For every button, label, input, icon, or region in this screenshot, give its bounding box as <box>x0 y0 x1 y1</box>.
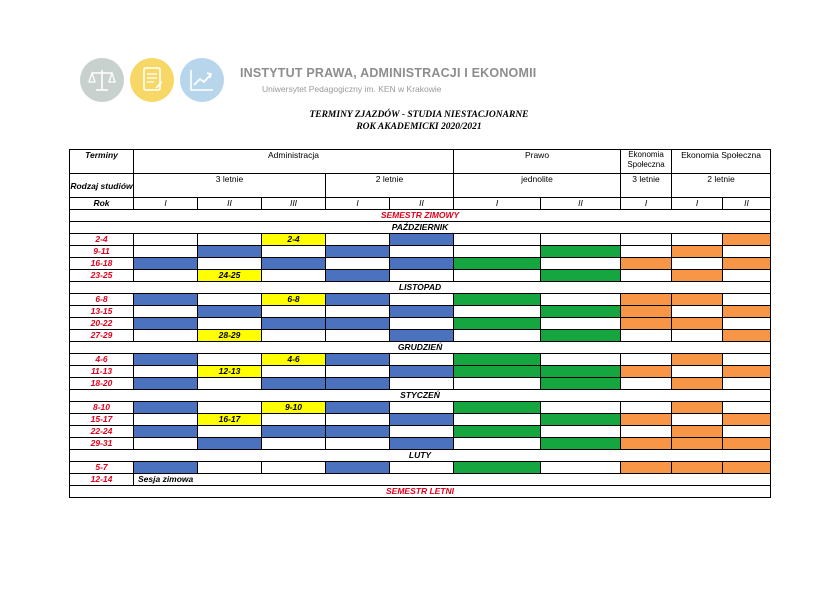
session-cell-o <box>621 462 672 474</box>
session-cell-y: 4-6 <box>262 354 326 366</box>
empty-cell <box>134 438 198 450</box>
session-cell-o <box>672 270 723 282</box>
empty-cell <box>390 426 454 438</box>
session-cell-y: 2-4 <box>262 234 326 246</box>
empty-cell <box>326 330 390 342</box>
empty-cell <box>390 378 454 390</box>
date-cell: 29-31 <box>70 438 134 450</box>
session-label: Sesja zimowa <box>134 474 771 486</box>
empty-cell <box>262 414 326 426</box>
empty-cell <box>198 234 262 246</box>
date-cell: 4-6 <box>70 354 134 366</box>
year-cell: II <box>541 198 621 210</box>
empty-cell <box>326 306 390 318</box>
session-cell-b <box>326 378 390 390</box>
empty-cell <box>198 426 262 438</box>
session-cell-g <box>541 270 621 282</box>
header-eko-3-letnie: 3 letnie <box>621 174 672 198</box>
session-cell-b <box>326 426 390 438</box>
session-cell-b <box>134 294 198 306</box>
session-cell-y: 16-17 <box>198 414 262 426</box>
date-cell: 27-29 <box>70 330 134 342</box>
header-ekonomia-spoleczna: Ekonomia Społeczna <box>672 150 771 174</box>
session-cell-b <box>134 378 198 390</box>
session-cell-o <box>723 366 771 378</box>
empty-cell <box>621 330 672 342</box>
schedule-row <box>70 246 771 258</box>
session-cell-o <box>723 414 771 426</box>
empty-cell <box>262 306 326 318</box>
institute-name: INSTYTUT PRAWA, ADMINISTRACJI I EKONOMII <box>240 66 537 80</box>
session-cell-b <box>134 318 198 330</box>
session-cell-b <box>198 438 262 450</box>
month-header: LISTOPAD <box>70 282 771 294</box>
empty-cell <box>390 462 454 474</box>
empty-cell <box>134 306 198 318</box>
empty-cell <box>723 426 771 438</box>
session-cell-o <box>672 318 723 330</box>
session-cell-g <box>541 330 621 342</box>
session-cell-o <box>672 402 723 414</box>
empty-cell <box>672 330 723 342</box>
header-terminy: Terminy <box>70 150 134 174</box>
empty-cell <box>541 354 621 366</box>
year-cell: I <box>134 198 198 210</box>
empty-cell <box>134 270 198 282</box>
schedule-row <box>70 318 771 330</box>
empty-cell <box>723 246 771 258</box>
session-cell-g <box>454 294 541 306</box>
empty-cell <box>390 294 454 306</box>
empty-cell <box>198 378 262 390</box>
empty-cell <box>390 354 454 366</box>
empty-cell <box>454 414 541 426</box>
growth-chart-icon <box>180 58 224 102</box>
session-cell-y: 12-13 <box>198 366 262 378</box>
schedule-row <box>70 354 771 366</box>
session-cell-g <box>454 366 541 378</box>
date-cell: 5-7 <box>70 462 134 474</box>
empty-cell <box>198 294 262 306</box>
header-adm-2-letnie: 2 letnie <box>326 174 454 198</box>
session-cell-b <box>134 258 198 270</box>
date-cell: 11-13 <box>70 366 134 378</box>
session-cell-b <box>390 438 454 450</box>
empty-cell <box>198 462 262 474</box>
schedule-table <box>69 149 771 498</box>
session-date: 12-14 <box>70 474 134 486</box>
empty-cell <box>198 402 262 414</box>
schedule-row <box>70 402 771 414</box>
session-cell-b <box>326 354 390 366</box>
empty-cell <box>454 234 541 246</box>
schedule-row <box>70 258 771 270</box>
session-cell-b <box>326 270 390 282</box>
session-cell-b <box>262 378 326 390</box>
date-cell: 13-15 <box>70 306 134 318</box>
header-eko-2-letnie: 2 letnie <box>672 174 771 198</box>
session-cell-o <box>672 294 723 306</box>
empty-cell <box>390 402 454 414</box>
empty-cell <box>541 294 621 306</box>
session-cell-o <box>672 438 723 450</box>
session-cell-b <box>134 426 198 438</box>
session-cell-o <box>723 462 771 474</box>
session-cell-g <box>454 402 541 414</box>
schedule-row <box>70 330 771 342</box>
session-cell-o <box>672 462 723 474</box>
empty-cell <box>672 366 723 378</box>
date-cell: 18-20 <box>70 378 134 390</box>
session-cell-b <box>390 306 454 318</box>
empty-cell <box>723 378 771 390</box>
empty-cell <box>262 366 326 378</box>
session-cell-g <box>541 378 621 390</box>
empty-cell <box>454 378 541 390</box>
schedule-row <box>70 294 771 306</box>
header-rodzaj: Rodzaj studiów <box>70 174 134 198</box>
year-cell: II <box>198 198 262 210</box>
session-cell-o <box>621 414 672 426</box>
header-ekonomia: Ekonomia Społeczna <box>621 150 672 174</box>
session-cell-o <box>621 438 672 450</box>
session-cell-b <box>326 294 390 306</box>
session-cell-y: 24-25 <box>198 270 262 282</box>
session-cell-o <box>672 426 723 438</box>
session-cell-b <box>390 330 454 342</box>
date-cell: 15-17 <box>70 414 134 426</box>
year-cell: I <box>454 198 541 210</box>
empty-cell <box>134 234 198 246</box>
session-cell-o <box>723 438 771 450</box>
month-header: LUTY <box>70 450 771 462</box>
empty-cell <box>672 258 723 270</box>
empty-cell <box>198 318 262 330</box>
empty-cell <box>723 294 771 306</box>
empty-cell <box>326 366 390 378</box>
month-header: PAŹDZIERNIK <box>70 222 771 234</box>
session-cell-b <box>326 402 390 414</box>
session-cell-b <box>326 318 390 330</box>
empty-cell <box>541 402 621 414</box>
schedule-row <box>70 438 771 450</box>
session-cell-g <box>454 258 541 270</box>
session-cell-b <box>390 366 454 378</box>
session-cell-o <box>723 306 771 318</box>
session-cell-g <box>541 246 621 258</box>
empty-cell <box>672 234 723 246</box>
empty-cell <box>454 246 541 258</box>
empty-cell <box>262 270 326 282</box>
empty-cell <box>621 270 672 282</box>
date-cell: 23-25 <box>70 270 134 282</box>
empty-cell <box>723 270 771 282</box>
session-cell-b <box>326 462 390 474</box>
header-prawo: Prawo <box>454 150 621 174</box>
empty-cell <box>672 414 723 426</box>
empty-cell <box>262 438 326 450</box>
session-cell-g <box>541 414 621 426</box>
university-name: Uniwersytet Pedagogiczny im. KEN w Krakowie <box>262 84 442 94</box>
header-adm-3-letnie: 3 letnie <box>134 174 326 198</box>
session-cell-b <box>390 414 454 426</box>
empty-cell <box>326 258 390 270</box>
session-cell-o <box>723 258 771 270</box>
session-cell-g <box>541 366 621 378</box>
session-cell-o <box>672 354 723 366</box>
empty-cell <box>390 246 454 258</box>
session-cell-o <box>621 258 672 270</box>
empty-cell <box>326 234 390 246</box>
empty-cell <box>621 234 672 246</box>
empty-cell <box>198 258 262 270</box>
empty-cell <box>621 246 672 258</box>
schedule-row <box>70 366 771 378</box>
date-cell: 20-22 <box>70 318 134 330</box>
empty-cell <box>621 354 672 366</box>
session-cell-b <box>134 354 198 366</box>
session-cell-o <box>723 330 771 342</box>
scales-icon <box>80 58 124 102</box>
document-subtitle: ROK AKADEMICKI 2020/2021 <box>356 122 482 132</box>
session-cell-g <box>454 462 541 474</box>
session-cell-y: 6-8 <box>262 294 326 306</box>
semester-winter: SEMESTR ZIMOWY <box>70 210 771 222</box>
empty-cell <box>454 306 541 318</box>
empty-cell <box>134 330 198 342</box>
document-title: TERMINY ZJAZDÓW - STUDIA NIESTACJONARNE <box>309 110 529 120</box>
empty-cell <box>326 438 390 450</box>
session-cell-g <box>454 426 541 438</box>
empty-cell <box>262 462 326 474</box>
empty-cell <box>326 414 390 426</box>
empty-cell <box>621 402 672 414</box>
empty-cell <box>390 270 454 282</box>
schedule-row <box>70 234 771 246</box>
session-cell-o <box>723 234 771 246</box>
empty-cell <box>621 426 672 438</box>
date-cell: 22-24 <box>70 426 134 438</box>
schedule-row <box>70 426 771 438</box>
header-prawo-jednolite: jednolite <box>454 174 621 198</box>
session-cell-o <box>672 378 723 390</box>
empty-cell <box>541 258 621 270</box>
session-cell-b <box>198 306 262 318</box>
year-cell: I <box>326 198 390 210</box>
session-cell-b <box>198 246 262 258</box>
date-cell: 9-11 <box>70 246 134 258</box>
document-icon <box>130 58 174 102</box>
session-cell-o <box>621 294 672 306</box>
date-cell: 2-4 <box>70 234 134 246</box>
month-header: GRUDZIEŃ <box>70 342 771 354</box>
session-cell-b <box>390 258 454 270</box>
month-header: STYCZEŃ <box>70 390 771 402</box>
empty-cell <box>454 330 541 342</box>
date-cell: 16-18 <box>70 258 134 270</box>
empty-cell <box>262 246 326 258</box>
session-cell-b <box>262 258 326 270</box>
schedule-row <box>70 270 771 282</box>
empty-cell <box>454 270 541 282</box>
empty-cell <box>134 246 198 258</box>
empty-cell <box>541 426 621 438</box>
session-cell-b <box>134 402 198 414</box>
year-cell: II <box>390 198 454 210</box>
session-cell-g <box>541 438 621 450</box>
empty-cell <box>262 330 326 342</box>
session-cell-o <box>621 306 672 318</box>
year-cell: III <box>262 198 326 210</box>
session-cell-b <box>262 426 326 438</box>
header-administracja: Administracja <box>134 150 454 174</box>
date-cell: 8-10 <box>70 402 134 414</box>
empty-cell <box>134 414 198 426</box>
session-cell-b <box>390 234 454 246</box>
empty-cell <box>454 438 541 450</box>
session-cell-g <box>454 318 541 330</box>
empty-cell <box>723 354 771 366</box>
year-cell: I <box>621 198 672 210</box>
session-cell-b <box>326 246 390 258</box>
empty-cell <box>198 354 262 366</box>
empty-cell <box>541 234 621 246</box>
session-cell-o <box>672 246 723 258</box>
session-cell-o <box>621 318 672 330</box>
empty-cell <box>390 318 454 330</box>
schedule-row <box>70 462 771 474</box>
session-cell-b <box>262 318 326 330</box>
header-rok: Rok <box>70 198 134 210</box>
session-cell-g <box>541 306 621 318</box>
empty-cell <box>723 318 771 330</box>
schedule-row <box>70 378 771 390</box>
empty-cell <box>134 366 198 378</box>
session-cell-y: 9-10 <box>262 402 326 414</box>
session-cell-g <box>454 354 541 366</box>
year-cell: I <box>672 198 723 210</box>
date-cell: 6-8 <box>70 294 134 306</box>
schedule-row <box>70 306 771 318</box>
empty-cell <box>672 306 723 318</box>
session-cell-y: 28-29 <box>198 330 262 342</box>
empty-cell <box>723 402 771 414</box>
session-cell-o <box>621 366 672 378</box>
empty-cell <box>621 378 672 390</box>
schedule-row <box>70 414 771 426</box>
year-cell: II <box>723 198 771 210</box>
empty-cell <box>541 318 621 330</box>
semester-summer: SEMESTR LETNI <box>70 486 771 498</box>
session-cell-b <box>134 462 198 474</box>
empty-cell <box>541 462 621 474</box>
